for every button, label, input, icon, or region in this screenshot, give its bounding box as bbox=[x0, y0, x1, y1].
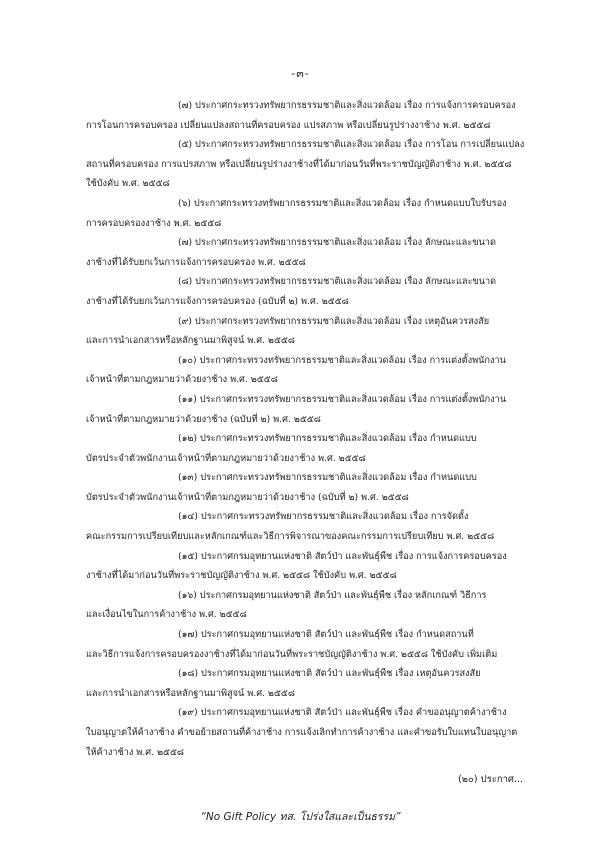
item-heading-line: (๑๙) ประกาศกรมอุทยานแห่งชาติ สัตว์ป่า และพันธุ์พืช เรื่อง คำขออนุญาตค้างาช้าง bbox=[178, 707, 507, 719]
item-heading-line: (๑๐) ประกาศกระทรวงทรัพยากรธรรมชาติและสิ่งแวดล้อม เรื่อง การแต่งตั้งพนักงาน bbox=[178, 354, 506, 366]
list-item bbox=[86, 429, 558, 468]
item-continuation-line: และการนำเอกสารหรือหลักฐานมาพิสูจน์ พ.ศ. ๒๕๕๘ bbox=[86, 335, 295, 347]
list-item bbox=[86, 351, 558, 390]
item-heading-line: (๑๑) ประกาศกระทรวงทรัพยากรธรรมชาติและสิ่งแวดล้อม เรื่อง การแต่งตั้งพนักงาน bbox=[178, 393, 507, 405]
item-heading-line: (๑๓) ประกาศกระทรวงทรัพยากรธรรมชาติและสิ่งแวดล้อม เรื่อง กำหนดแบบ bbox=[178, 472, 477, 484]
list-item bbox=[86, 194, 558, 233]
list-item bbox=[86, 468, 558, 507]
item-heading-line: (๘) ประกาศกระทรวงทรัพยากรธรรมชาติและสิ่งแวดล้อม เรื่อง ลักษณะและขนาด bbox=[178, 276, 497, 288]
list-item bbox=[86, 312, 558, 351]
item-continuation-line: การครอบครองงาช้าง พ.ศ. ๒๕๕๘ bbox=[86, 217, 222, 229]
item-continuation-line: บัตรประจำตัวพนักงานเจ้าหน้าที่ตามกฎหมายว่าด้วยงาช้าง พ.ศ. ๒๕๕๘ bbox=[86, 452, 366, 464]
item-continuation-line: ให้ค้างาช้าง พ.ศ. ๒๕๕๘ bbox=[86, 746, 184, 758]
list-item bbox=[86, 507, 558, 546]
list-item bbox=[86, 390, 558, 429]
item-heading-line: (๑๖) ประกาศกรมอุทยานแห่งชาติ สัตว์ป่า และพันธุ์พืช เรื่อง หลักเกณฑ์ วิธีการ bbox=[178, 589, 487, 601]
item-heading-line: (๖) ประกาศกระทรวงทรัพยากรธรรมชาติและสิ่งแวดล้อม เรื่อง กำหนดแบบใบรับรอง bbox=[178, 197, 507, 209]
list-item bbox=[86, 272, 558, 311]
list-item bbox=[86, 664, 558, 703]
list-item bbox=[86, 135, 558, 194]
continued-text: (๒๐) ประกาศ... bbox=[458, 774, 523, 785]
item-continuation-line: งาช้างที่ได้รับยกเว้นการแจ้งการครอบครอง (ฉบับที่ ๒) พ.ศ. ๒๕๕๘ bbox=[86, 295, 349, 307]
item-continuation-line: สถานที่ครอบครอง การแปรสภาพ หรือเปลี่ยนรูปร่างงาช้างที่ได้มาก่อนวันที่พระราชบัญญัติงาช้าง พ.ศ. ๒๕๕๘ bbox=[86, 158, 512, 170]
item-heading-line: (๗) ประกาศกระทรวงทรัพยากรธรรมชาติและสิ่งแวดล้อม เรื่อง การแจ้งการครอบครอง bbox=[178, 100, 516, 111]
list-item bbox=[86, 625, 558, 664]
list-item bbox=[86, 703, 558, 762]
item-continuation-line: และเงื่อนไขในการค้างาช้าง พ.ศ. ๒๕๕๘ bbox=[86, 609, 247, 621]
item-heading-line: (๑๘) ประกาศกรมอุทยานแห่งชาติ สัตว์ป่า และพันธุ์พืช เรื่อง เหตุอันควรสงสัย bbox=[178, 668, 481, 680]
item-continuation-line: เจ้าหน้าที่ตามกฎหมายว่าด้วยงาช้าง พ.ศ. ๒๕๕๘ bbox=[86, 374, 278, 386]
item-continuation-line: ใบอนุญาตให้ค้างาช้าง คำขอย้ายสถานที่ค้างาช้าง การแจ้งเลิกทำการค้างาช้าง และคำขอรับใบแทนใบอนุญาต bbox=[86, 727, 518, 738]
item-continuation-line: บัตรประจำตัวพนักงานเจ้าหน้าที่ตามกฎหมายว่าด้วยงาช้าง (ฉบับที่ ๒) พ.ศ. ๒๕๕๘ bbox=[86, 491, 409, 503]
item-heading-line: (๑๔) ประกาศกระทรวงทรัพยากรธรรมชาติและสิ่งแวดล้อม เรื่อง การจัดตั้ง bbox=[178, 511, 469, 523]
announcement-list bbox=[86, 96, 558, 762]
list-item bbox=[86, 233, 558, 272]
item-continuation-line: เจ้าหน้าที่ตามกฎหมายว่าด้วยงาช้าง (ฉบับที่ ๒) พ.ศ. ๒๕๕๘ bbox=[86, 413, 321, 425]
footer-slogan: “No Gift Policy ทส. โปร่งใสและเป็นธรรม” bbox=[200, 811, 401, 823]
item-continuation-line: ใช้บังคับ พ.ศ. ๒๕๕๘ bbox=[86, 178, 170, 190]
item-heading-line: (๗) ประกาศกระทรวงทรัพยากรธรรมชาติและสิ่งแวดล้อม เรื่อง ลักษณะและขนาด bbox=[178, 237, 496, 249]
item-continuation-line: งาช้างที่ได้รับยกเว้นการแจ้งการครอบครอง พ.ศ. ๒๕๕๘ bbox=[86, 256, 306, 268]
item-heading-line: (๕) ประกาศกระทรวงทรัพยากรธรรมชาติและสิ่งแวดล้อม เรื่อง การโอน การเปลี่ยนแปลง bbox=[178, 139, 525, 151]
item-continuation-line: และการนำเอกสารหรือหลักฐานมาพิสูจน์ พ.ศ. ๒๕๕๘ bbox=[86, 687, 295, 699]
item-continuation-line: การโอนการครอบครอง เปลี่ยนแปลงสถานที่ครอบครอง แปรสภาพ หรือเปลี่ยนรูปร่างงาช้าง พ.ศ. ๒๕๕๘ bbox=[86, 119, 491, 131]
list-item bbox=[86, 586, 558, 625]
item-heading-line: (๑๕) ประกาศกรมอุทยานแห่งชาติ สัตว์ป่า และพันธุ์พืช เรื่อง การแจ้งการครอบครอง bbox=[178, 550, 507, 562]
item-continuation-line: คณะกรรมการเปรียบเทียบและหลักเกณฑ์และวิธีการพิจารณาของคณะกรรมการเปรียบเทียบ พ.ศ. ๒๕๕๘ bbox=[86, 531, 495, 543]
item-heading-line: (๑๒) ประกาศกระทรวงทรัพยากรธรรมชาติและสิ่งแวดล้อม เรื่อง กำหนดแบบ bbox=[178, 433, 477, 445]
item-continuation-line: และวิธีการแจ้งการครอบครองงาช้างที่ได้มาก่อนวันที่พระราชบัญญัติงาช้าง พ.ศ. ๒๕๕๘ ใช้บังคับ เพิ่มเติม bbox=[86, 648, 498, 660]
item-continuation-line: งาช้างที่ได้มาก่อนวันที่พระราชบัญญัติงาช้าง พ.ศ. ๒๕๕๘ ใช้บังคับ พ.ศ. ๒๕๕๘ bbox=[86, 570, 397, 582]
page-number: -๓- bbox=[291, 67, 310, 80]
list-item bbox=[86, 96, 558, 135]
list-item bbox=[86, 547, 558, 586]
item-heading-line: (๑๗) ประกาศกรมอุทยานแห่งชาติ สัตว์ป่า และพันธุ์พืช เรื่อง กำหนดสถานที่ bbox=[178, 629, 474, 641]
item-heading-line: (๙) ประกาศกระทรวงทรัพยากรธรรมชาติและสิ่งแวดล้อม เรื่อง เหตุอันควรสงสัย bbox=[178, 315, 490, 327]
